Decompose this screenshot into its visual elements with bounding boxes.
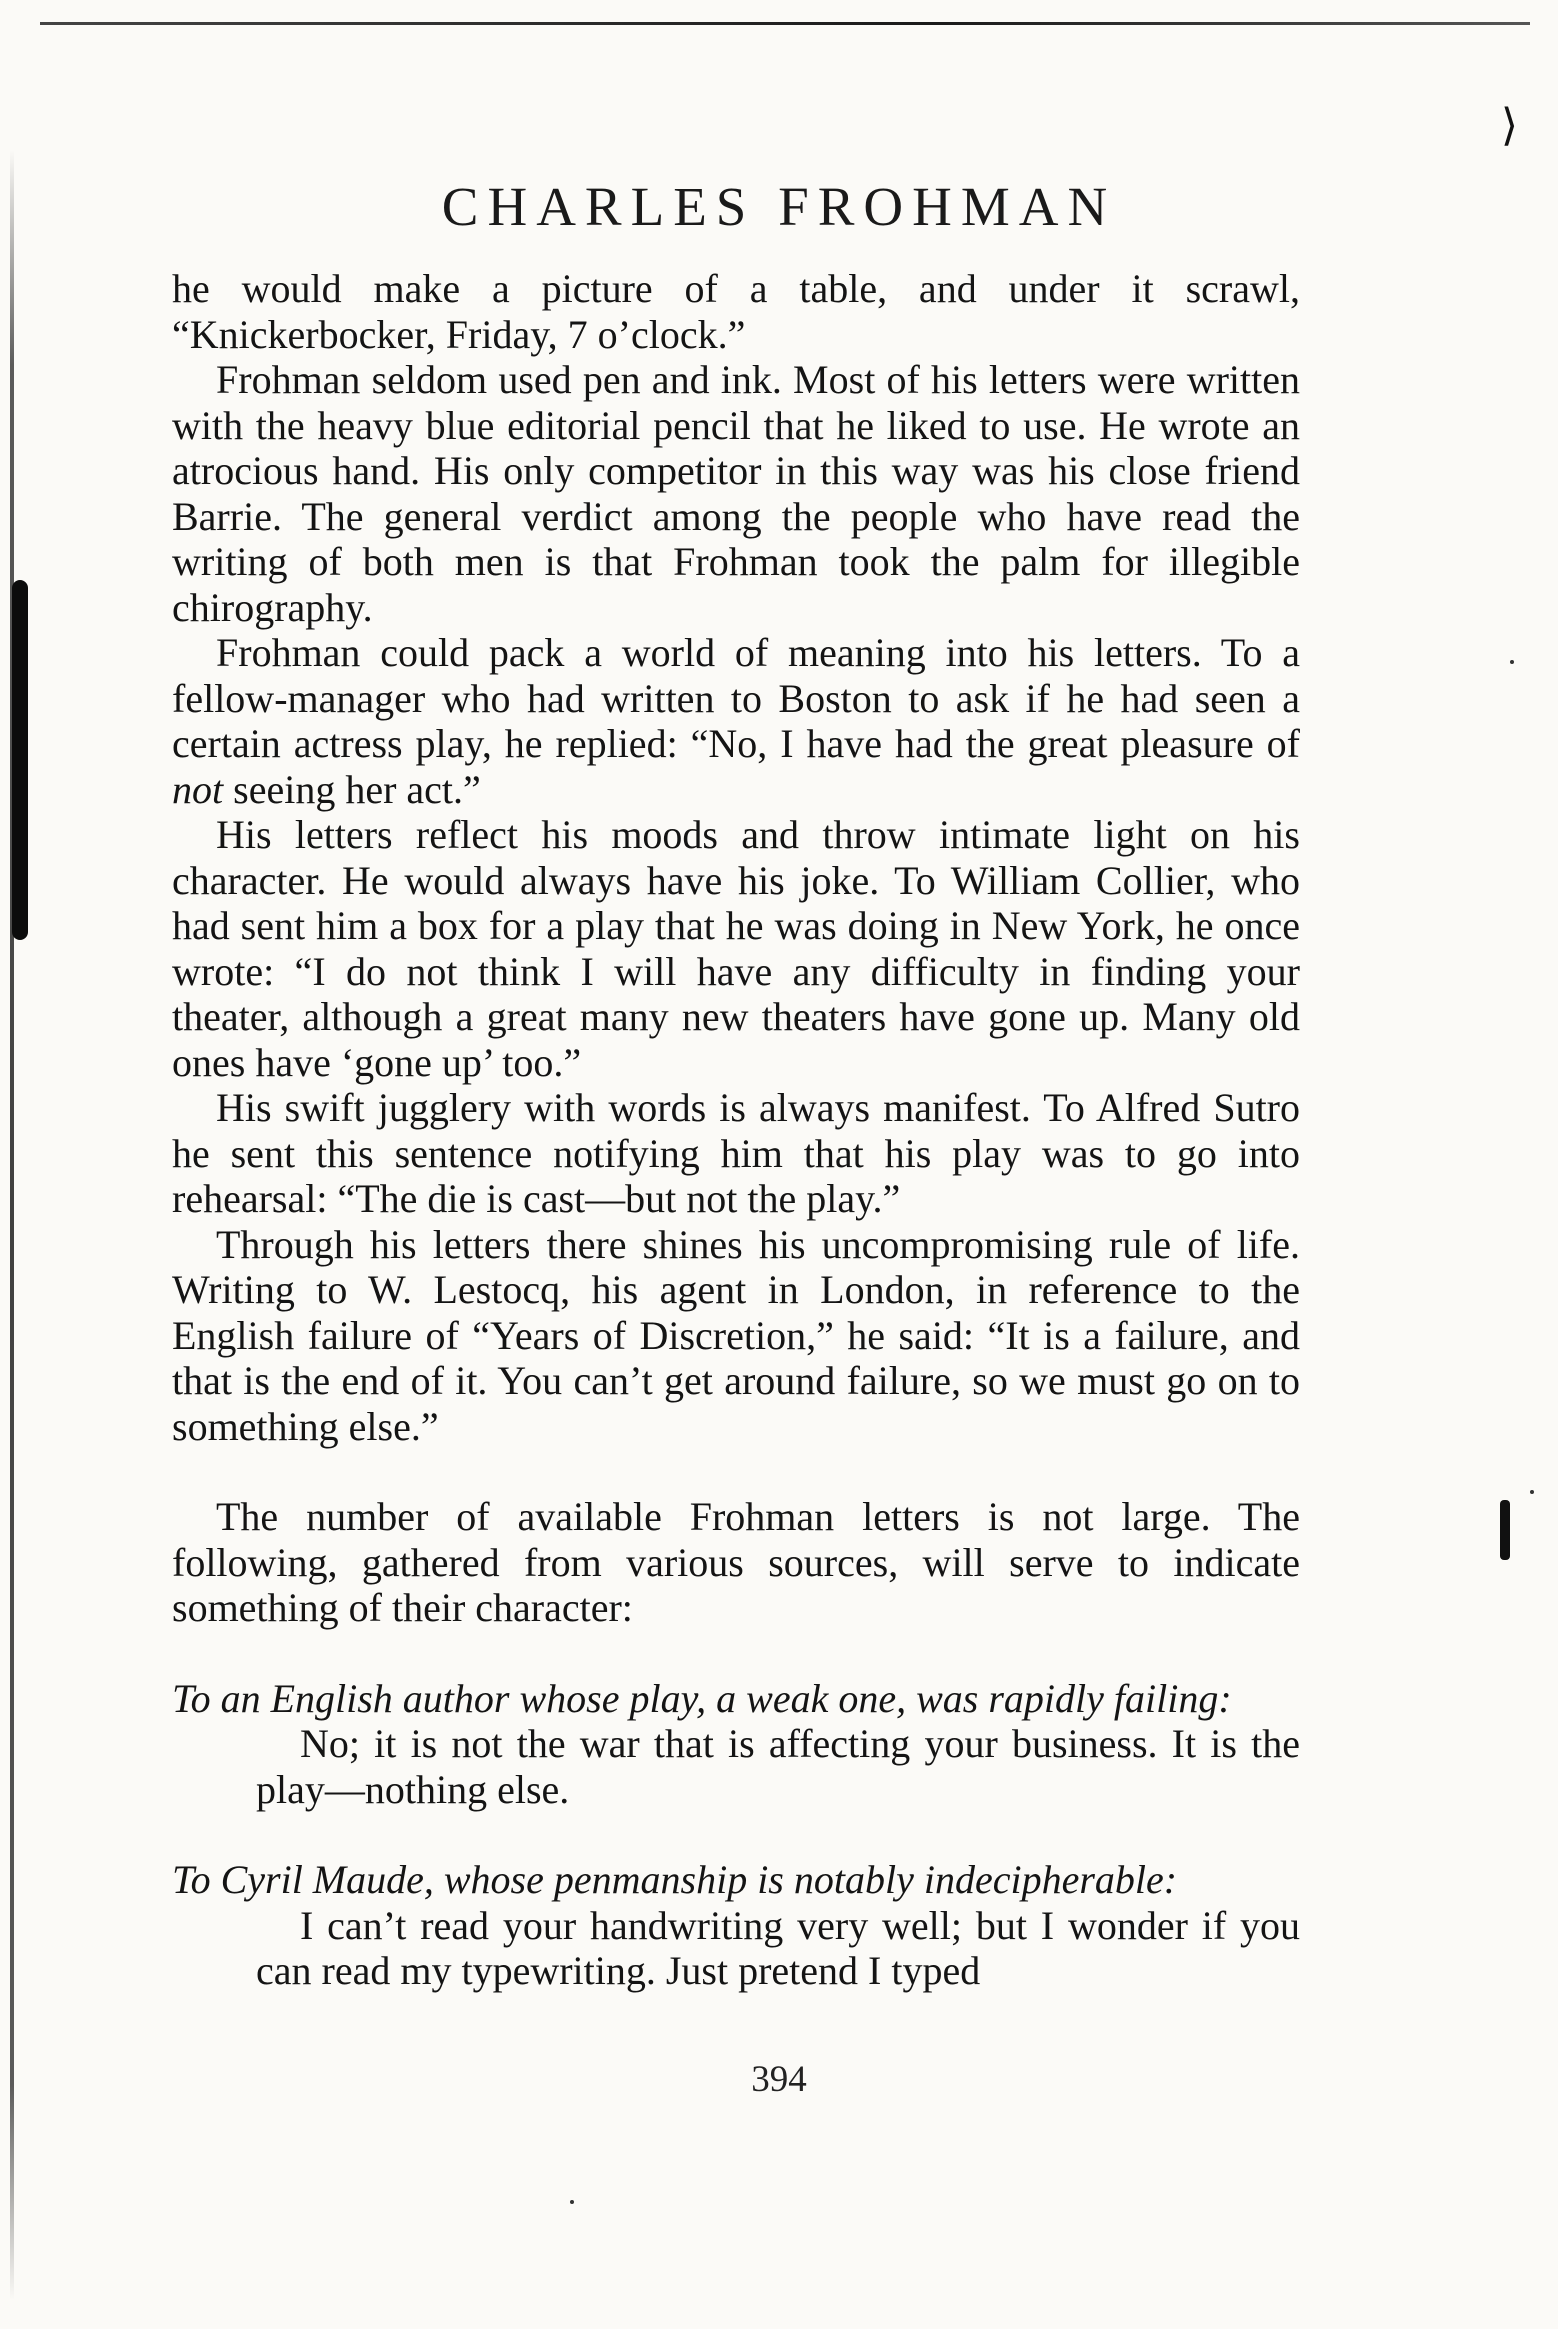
letter-body: No; it is not the war that is affecting your business. It is the play—nothing else. bbox=[256, 1721, 1300, 1812]
paragraph: His swift jugglery with words is always manifest. To Alfred Sutro he sent this sentence notifying him that his play was to go into rehearsal: “The die is cast—but not the play.” bbox=[172, 1085, 1300, 1221]
left-page-edge bbox=[10, 150, 14, 2300]
letter-heading: To an English author whose play, a weak one, was rapidly failing: bbox=[172, 1675, 1232, 1721]
right-margin-mark bbox=[1500, 1500, 1510, 1560]
paragraph: Frohman seldom used pen and ink. Most of his letters were written with the heavy blue editorial pencil that he liked to use. He wrote an atrocious hand. His only competitor in this way was his close friend Barrie. The general verdict among the people who have read the writing of both men is that Frohman took the palm for illegible chirography. bbox=[172, 357, 1300, 630]
paragraph: he would make a picture of a table, and under it scrawl, “Knickerbocker, Friday, 7 o’clock.” bbox=[172, 266, 1300, 357]
running-header: CHARLES FROHMAN bbox=[441, 176, 1117, 237]
page-number: 394 bbox=[751, 2059, 807, 2100]
speck bbox=[1510, 660, 1514, 664]
paragraph: The number of available Frohman letters is not large. The following, gathered from various sources, will serve to indicate something of their character: bbox=[172, 1494, 1300, 1630]
top-rule bbox=[40, 22, 1530, 25]
section-gap bbox=[172, 1449, 1300, 1494]
emphasis: not bbox=[172, 766, 224, 812]
page-body bbox=[172, 266, 1300, 1994]
section-gap bbox=[172, 1812, 1300, 1857]
paragraph: His letters reflect his moods and throw intimate light on his character. He would always have his joke. To William Collier, who had sent him a box for a play that he was doing in New York, he once wrote: “I do not think I will have any difficulty in finding your theater, although a great many new theaters have gone up. Many old ones have ‘gone up’ too.” bbox=[172, 812, 1300, 1085]
right-margin-mark: ⟩ bbox=[1500, 101, 1518, 150]
section-gap bbox=[172, 1631, 1300, 1676]
left-binding-shadow bbox=[12, 580, 28, 940]
speck bbox=[1530, 1490, 1534, 1494]
paragraph: Through his letters there shines his uncompromising rule of life. Writing to W. Lestocq, his agent in London, in reference to the English failure of “Years of Discretion,” he said: “It is a failure, and that is the end of it. You can’t get around failure, so we must go on to something else.” bbox=[172, 1221, 1300, 1449]
letter-body: I can’t read your handwriting very well; but I wonder if you can read my typewriting. Just pretend I typed bbox=[256, 1902, 1300, 1993]
speck bbox=[570, 2200, 574, 2204]
paragraph: Frohman could pack a world of meaning into his letters. To a fellow-manager who had written to Boston to ask if he had seen a certain actress play, he replied: “No, I have had the great pleasure of not seeing her act.” bbox=[172, 630, 1300, 812]
letter-heading: To Cyril Maude, whose penmanship is notably indecipherable: bbox=[172, 1857, 1178, 1902]
